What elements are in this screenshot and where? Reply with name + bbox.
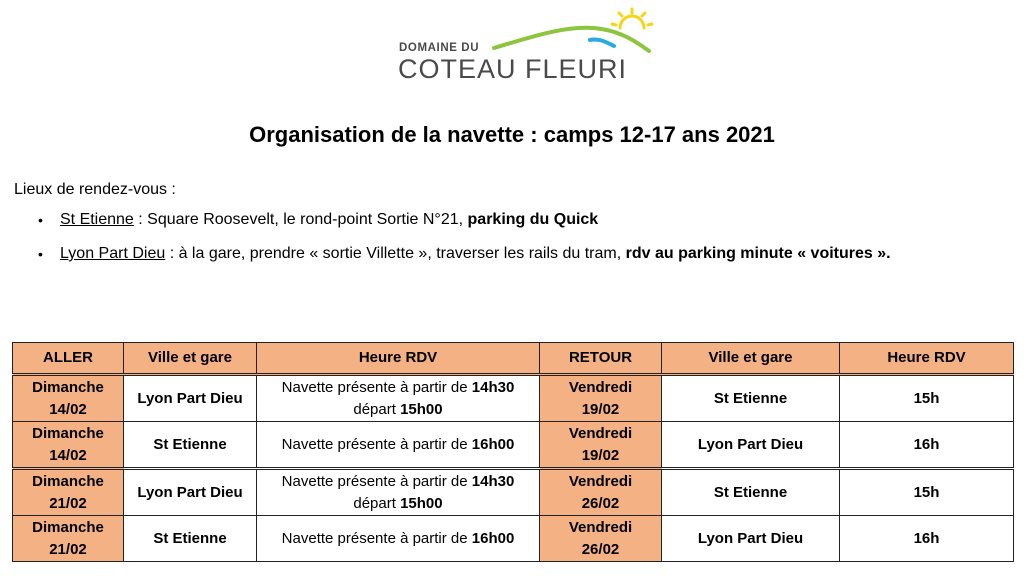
header-time-out: Heure RDV (257, 343, 540, 375)
meeting-points-list (38, 206, 998, 268)
place-highlight: parking du Quick (467, 211, 599, 228)
retour-city: Lyon Part Dieu (662, 516, 840, 562)
header-time-back: Heure RDV (840, 343, 1014, 375)
retour-date: Vendredi 26/02 (540, 469, 662, 516)
shuttle-schedule-table (12, 342, 1014, 562)
intro-text: Lieux de rendez-vous : (14, 181, 176, 198)
header-aller: ALLER (13, 343, 124, 375)
aller-city: Lyon Part Dieu (124, 375, 257, 422)
retour-time: 15h (840, 375, 1014, 422)
retour-city: St Etienne (662, 469, 840, 516)
retour-city: St Etienne (662, 375, 840, 422)
aller-date: Dimanche 21/02 (13, 516, 124, 562)
aller-date: Dimanche 14/02 (13, 375, 124, 422)
header-retour: RETOUR (540, 343, 662, 375)
list-item (38, 240, 998, 268)
table-row (13, 516, 1014, 562)
place-text: : Square Roosevelt, le rond-point Sortie N°21, (133, 211, 468, 228)
aller-time: Navette présente à partir de 16h00 (257, 516, 540, 562)
aller-date: Dimanche 21/02 (13, 469, 124, 516)
place-highlight: rdv au parking minute « voitures ». (625, 245, 891, 262)
aller-date: Dimanche 14/02 (13, 422, 124, 469)
table-header-row (13, 343, 1014, 375)
aller-time: Navette présente à partir de 16h00 (257, 422, 540, 469)
river-icon (590, 39, 614, 46)
retour-date: Vendredi 19/02 (540, 422, 662, 469)
retour-time: 16h (840, 422, 1014, 469)
aller-time: Navette présente à partir de 14h30 départ 15h00 (257, 469, 540, 516)
logo-line2: COTEAU FLEURI (398, 54, 628, 84)
retour-date: Vendredi 26/02 (540, 516, 662, 562)
aller-city: St Etienne (124, 516, 257, 562)
bullet-icon: • (38, 246, 43, 262)
logo (394, 6, 664, 86)
aller-city: St Etienne (124, 422, 257, 469)
sun-icon (612, 9, 652, 28)
hill-icon (494, 28, 649, 51)
logo-line1: DOMAINE DU (399, 42, 480, 54)
retour-date: Vendredi 19/02 (540, 375, 662, 422)
header-city-back: Ville et gare (662, 343, 840, 375)
place-text: : à la gare, prendre « sortie Villette », traverser les rails du tram, (165, 245, 626, 262)
retour-time: 15h (840, 469, 1014, 516)
list-item (38, 206, 998, 234)
retour-city: Lyon Part Dieu (662, 422, 840, 469)
table-row (13, 375, 1014, 422)
place-name: St Etienne (60, 211, 134, 228)
aller-time: Navette présente à partir de 14h30 départ 15h00 (257, 375, 540, 422)
page-title: Organisation de la navette : camps 12-17 ans 2021 (249, 122, 775, 147)
retour-time: 16h (840, 516, 1014, 562)
aller-city: Lyon Part Dieu (124, 469, 257, 516)
table-row (13, 469, 1014, 516)
place-name: Lyon Part Dieu (60, 245, 166, 262)
header-city-out: Ville et gare (124, 343, 257, 375)
bullet-icon: • (38, 212, 43, 228)
table-row (13, 422, 1014, 469)
